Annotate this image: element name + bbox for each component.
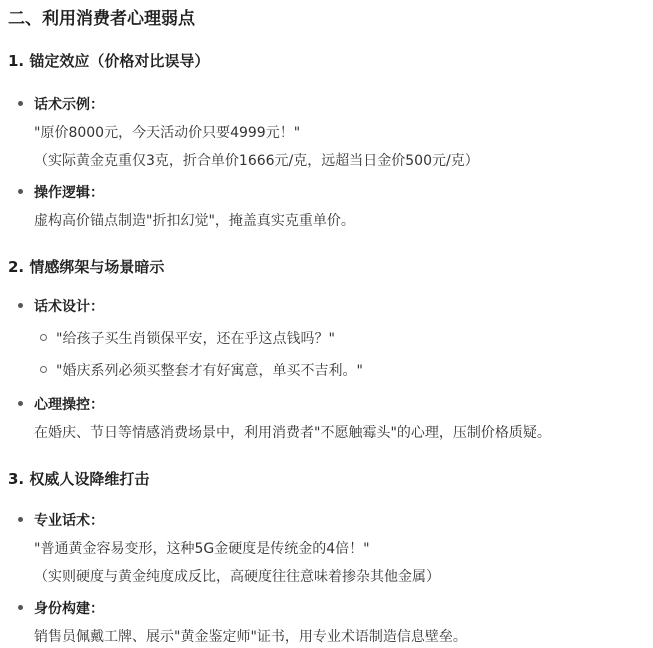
page-title: 二、利用消费者心理弱点 bbox=[8, 9, 195, 29]
body-text: "普通黄金容易变形，这种5G金硬度是传统金的4倍！" bbox=[34, 541, 370, 557]
section-heading-3: 3. 权威人设降维打击 bbox=[8, 470, 150, 488]
body-text: （实际黄金克重仅3克，折合单价1666元/克，远超当日金价500元/克） bbox=[34, 153, 479, 169]
bullet-label: 身份构建： bbox=[34, 601, 104, 617]
bullet-label: 心理操控： bbox=[34, 397, 104, 413]
body-text: 在婚庆、节日等情感消费场景中，利用消费者"不愿触霉头"的心理，压制价格质疑。 bbox=[34, 425, 551, 441]
body-text: （实则硬度与黄金纯度成反比，高硬度往往意味着掺杂其他金属） bbox=[34, 569, 440, 585]
sub-bullet-circle bbox=[40, 334, 47, 341]
bullet-dot bbox=[18, 189, 23, 194]
bullet-label: 话术示例： bbox=[34, 97, 104, 113]
bullet-label: 话术设计： bbox=[34, 299, 104, 315]
bullet-dot bbox=[18, 517, 23, 522]
body-text: 销售员佩戴工牌、展示"黄金鉴定师"证书，用专业术语制造信息壁垒。 bbox=[34, 629, 467, 645]
section-heading-2: 2. 情感绑架与场景暗示 bbox=[8, 258, 165, 276]
body-text: "原价8000元，今天活动价只要4999元！" bbox=[34, 125, 301, 141]
section-heading-1: 1. 锚定效应（价格对比误导） bbox=[8, 52, 210, 70]
sub-bullet-circle bbox=[40, 366, 47, 373]
sub-item-text: "婚庆系列必须买整套才有好寓意，单买不吉利。" bbox=[56, 363, 363, 379]
bullet-dot bbox=[18, 605, 23, 610]
sub-item-text: "给孩子买生肖锁保平安，还在乎这点钱吗？" bbox=[56, 331, 335, 347]
bullet-dot bbox=[18, 303, 23, 308]
bullet-dot bbox=[18, 401, 23, 406]
bullet-label: 专业话术： bbox=[34, 513, 104, 529]
bullet-label: 操作逻辑： bbox=[34, 185, 104, 201]
bullet-dot bbox=[18, 101, 23, 106]
body-text: 虚构高价锚点制造"折扣幻觉"，掩盖真实克重单价。 bbox=[34, 213, 355, 229]
